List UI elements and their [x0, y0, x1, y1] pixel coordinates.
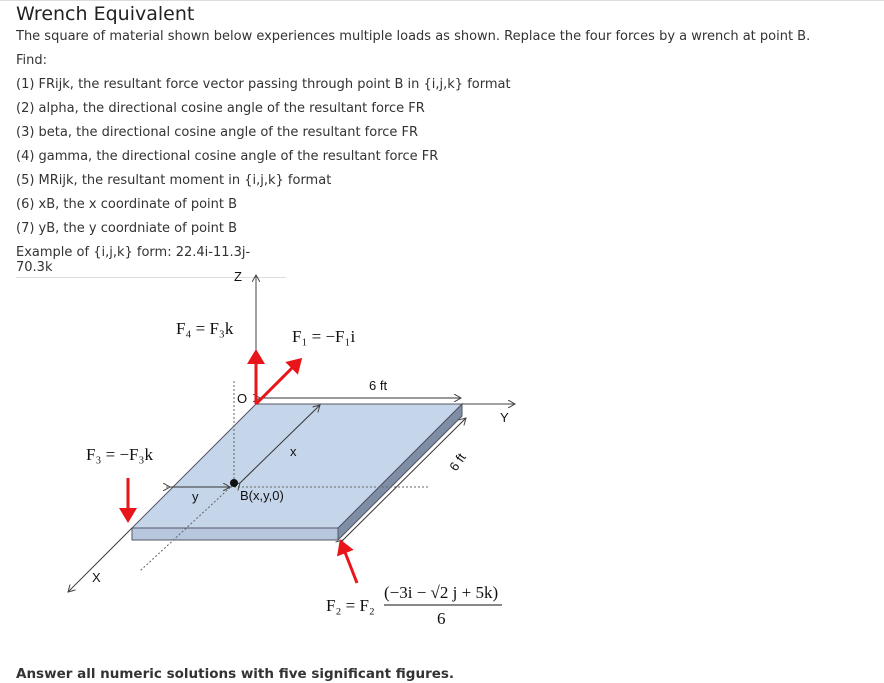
find-item-5: (5) MRijk, the resultant moment in {i,j,k} format — [16, 173, 332, 188]
force-f2-numerator: (−3i − √2 j + 5k) — [384, 583, 499, 602]
find-label: Find: — [16, 53, 48, 68]
example-text: Example of {i,j,k} form: 22.4i-11.3j-70.3k — [16, 245, 286, 278]
footer-instruction: Answer all numeric solutions with five significant figures. — [16, 666, 455, 682]
y-dimension-label: y — [192, 489, 199, 504]
force-f1-arrow — [256, 360, 300, 404]
point-b-marker — [230, 479, 238, 487]
find-item-6: (6) xB, the x coordinate of point B — [16, 197, 238, 212]
origin-label: O — [237, 391, 248, 406]
find-item-3: (3) beta, the directional cosine angle of the resultant force FR — [16, 125, 419, 140]
point-b-label: B(x,y,0) — [240, 488, 284, 503]
top-dimension-label: 6 ft — [369, 378, 388, 393]
find-item-7: (7) yB, the y coordniate of point B — [16, 221, 238, 236]
plate — [132, 404, 462, 540]
force-f2-label: F₂ = F₂ — [326, 596, 375, 615]
problem-intro: The square of material shown below experiences multiple loads as shown. Replace the four forces by a wrench at point B. — [16, 29, 811, 44]
force-f1-label: F₁ = −F₁i — [292, 327, 356, 346]
z-axis-label: Z — [234, 269, 242, 284]
find-item-2: (2) alpha, the directional cosine angle of the resultant force FR — [16, 101, 425, 116]
problem-title: Wrench Equivalent — [16, 3, 195, 25]
force-f3-label: F₃ = −F₃k — [86, 445, 153, 464]
force-f2-arrow — [341, 542, 357, 583]
find-item-1: (1) FRijk, the resultant force vector passing through point B in {i,j,k} format — [16, 77, 511, 92]
x-dimension-label: x — [290, 444, 297, 459]
find-item-4: (4) gamma, the directional cosine angle of the resultant force FR — [16, 149, 439, 164]
y-axis-label: Y — [500, 410, 509, 425]
side-dimension-label: 6 ft — [446, 450, 469, 474]
x-axis-label: X — [92, 570, 101, 585]
force-f2-denominator: 6 — [437, 609, 446, 628]
force-f4-label: F₄ = F₃k — [176, 319, 234, 338]
